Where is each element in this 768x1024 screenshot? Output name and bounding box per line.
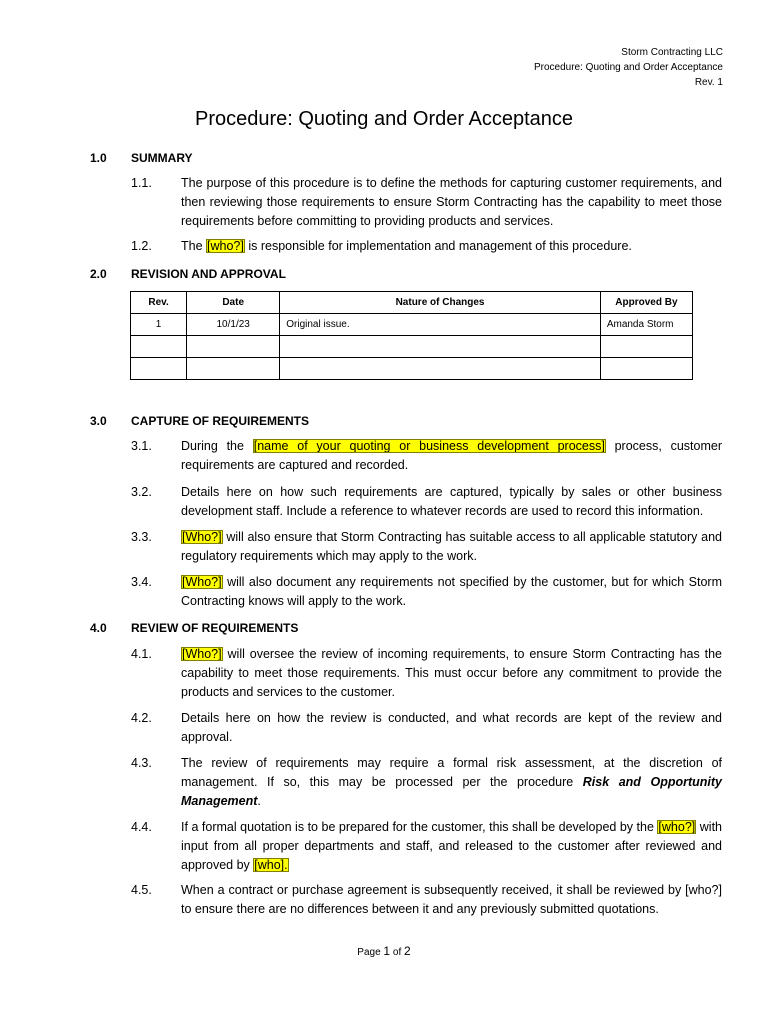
paragraph-number: 4.1. [131, 647, 152, 661]
paragraph-number: 3.4. [131, 575, 152, 589]
paragraph-text [181, 437, 722, 475]
placeholder-highlight: [Who?] [182, 530, 222, 544]
paragraph-number: 4.4. [131, 820, 152, 834]
section-title: SUMMARY [131, 151, 193, 165]
section-heading-capture [90, 413, 309, 429]
paragraph-3-4 [131, 573, 722, 611]
paragraph-number: 4.3. [131, 756, 152, 770]
paragraph-text [181, 237, 722, 256]
section-heading-summary [90, 150, 193, 166]
table-cell: 1 [131, 314, 187, 336]
table-cell [187, 358, 280, 380]
section-number: 4.0 [90, 621, 107, 635]
placeholder-highlight: [name of your quoting or business development process] [253, 439, 605, 453]
text-run: will oversee the review of incoming requirements, to ensure Storm Contracting has the capability to meet those requirements. This must occur before any commitment to provide the products and services to the customer. [181, 647, 722, 699]
paragraph-number: 1.2. [131, 239, 152, 253]
paragraph-text [181, 754, 722, 811]
footer-page-number: 1 [383, 944, 391, 958]
section-title: REVISION AND APPROVAL [131, 267, 286, 281]
paragraph-text [181, 528, 722, 566]
paragraph-4-1 [131, 645, 722, 702]
table-cell [131, 358, 187, 380]
text-run: with input from all proper departments and staff, and released to the customer after reviewed and approved by [181, 820, 722, 872]
placeholder-highlight: [who]. [254, 858, 288, 872]
footer-of-word: of [390, 947, 405, 958]
paragraph-text: When a contract or purchase agreement is subsequently received, it shall be reviewed by [who?] to ensure there are no differences between it and any previously submitted quotations. [181, 883, 722, 916]
header-revision: Rev. 1 [694, 77, 723, 88]
paragraph-3-2 [131, 483, 722, 521]
text-run: During the [181, 439, 253, 453]
paragraph-4-3 [131, 754, 722, 811]
table-header-row [131, 292, 693, 314]
header-company: Storm Contracting LLC [621, 47, 723, 58]
placeholder-highlight: [Who?] [182, 575, 222, 589]
header-cell: Nature of Changes [280, 292, 601, 314]
paragraph-4-4 [131, 818, 722, 875]
text-run: will also document any requirements not specified by the customer, but for which Storm Contracting knows will apply to the work. [181, 575, 722, 608]
paragraph-3-3 [131, 528, 722, 566]
paragraph-text [181, 645, 722, 702]
paragraph-number: 4.5. [131, 883, 152, 897]
section-heading-review [90, 620, 298, 636]
paragraph-4-5 [131, 881, 722, 919]
footer-page-total: 2 [404, 944, 411, 958]
table-cell [600, 358, 692, 380]
table-row [131, 336, 693, 358]
text-run: will also ensure that Storm Contracting has suitable access to all applicable statutory and regulatory requirements which may apply to the work. [181, 530, 722, 563]
procedure-reference: Risk and Opportunity Management [181, 775, 722, 808]
footer-page-word: Page [357, 947, 384, 958]
paragraph-4-2 [131, 709, 722, 747]
table-cell: 10/1/23 [187, 314, 280, 336]
header-cell: Approved By [600, 292, 692, 314]
section-number: 2.0 [90, 267, 107, 281]
table-cell: Amanda Storm [600, 314, 692, 336]
paragraph-text: Details here on how such requirements are captured, typically by sales or other business development staff. Include a reference to whatever records are used to record this information. [181, 485, 722, 518]
placeholder-highlight: [who?] [658, 820, 696, 834]
paragraph-1-2 [131, 237, 722, 256]
text-run: If a formal quotation is to be prepared for the customer, this shall be developed by the [181, 820, 658, 834]
header-cell: Rev. [131, 292, 187, 314]
paragraph-number: 3.1. [131, 439, 152, 453]
header-procedure: Procedure: Quoting and Order Acceptance [533, 62, 723, 73]
text-run: The [181, 239, 207, 253]
page-footer [0, 944, 768, 958]
paragraph-number: 3.3. [131, 530, 152, 544]
table-cell [600, 336, 692, 358]
paragraph-3-1 [131, 437, 722, 475]
paragraph-number: 4.2. [131, 711, 152, 725]
section-number: 1.0 [90, 151, 107, 165]
header-cell: Date [187, 292, 280, 314]
text-run: process, customer requirements are captured and recorded. [181, 439, 722, 472]
table-row [131, 314, 693, 336]
placeholder-highlight: [who?] [207, 239, 244, 253]
paragraph-number: 1.1. [131, 176, 152, 190]
table-row [131, 358, 693, 380]
paragraph-text [181, 573, 722, 611]
revision-table [130, 291, 693, 380]
paragraph-1-1 [131, 174, 722, 231]
text-run: The review of requirements may require a formal risk assessment, at the discretion of management. If so, this may be processed per the procedure [181, 756, 722, 789]
table-cell: Original issue. [280, 314, 601, 336]
paragraph-text [181, 818, 722, 875]
page-header [534, 45, 723, 90]
paragraph-text: Details here on how the review is conducted, and what records are kept of the review and approval. [181, 711, 722, 744]
text-run: . [257, 794, 261, 808]
table-cell [187, 336, 280, 358]
text-run: is responsible for implementation and management of this procedure. [244, 239, 632, 253]
section-title: REVIEW OF REQUIREMENTS [131, 621, 299, 635]
table-cell [280, 358, 601, 380]
paragraph-text: The purpose of this procedure is to define the methods for capturing customer requirements, and then reviewing those requirements to ensure Storm Contracting has the capability to meet those requirements before committing to providing products and services. [181, 176, 722, 228]
placeholder-highlight: [Who?] [182, 647, 222, 661]
table-cell [280, 336, 601, 358]
section-heading-revision [90, 266, 286, 282]
section-number: 3.0 [90, 414, 107, 428]
section-title: CAPTURE OF REQUIREMENTS [131, 414, 310, 428]
document-title: Procedure: Quoting and Order Acceptance [194, 108, 573, 130]
paragraph-number: 3.2. [131, 485, 152, 499]
table-cell [131, 336, 187, 358]
